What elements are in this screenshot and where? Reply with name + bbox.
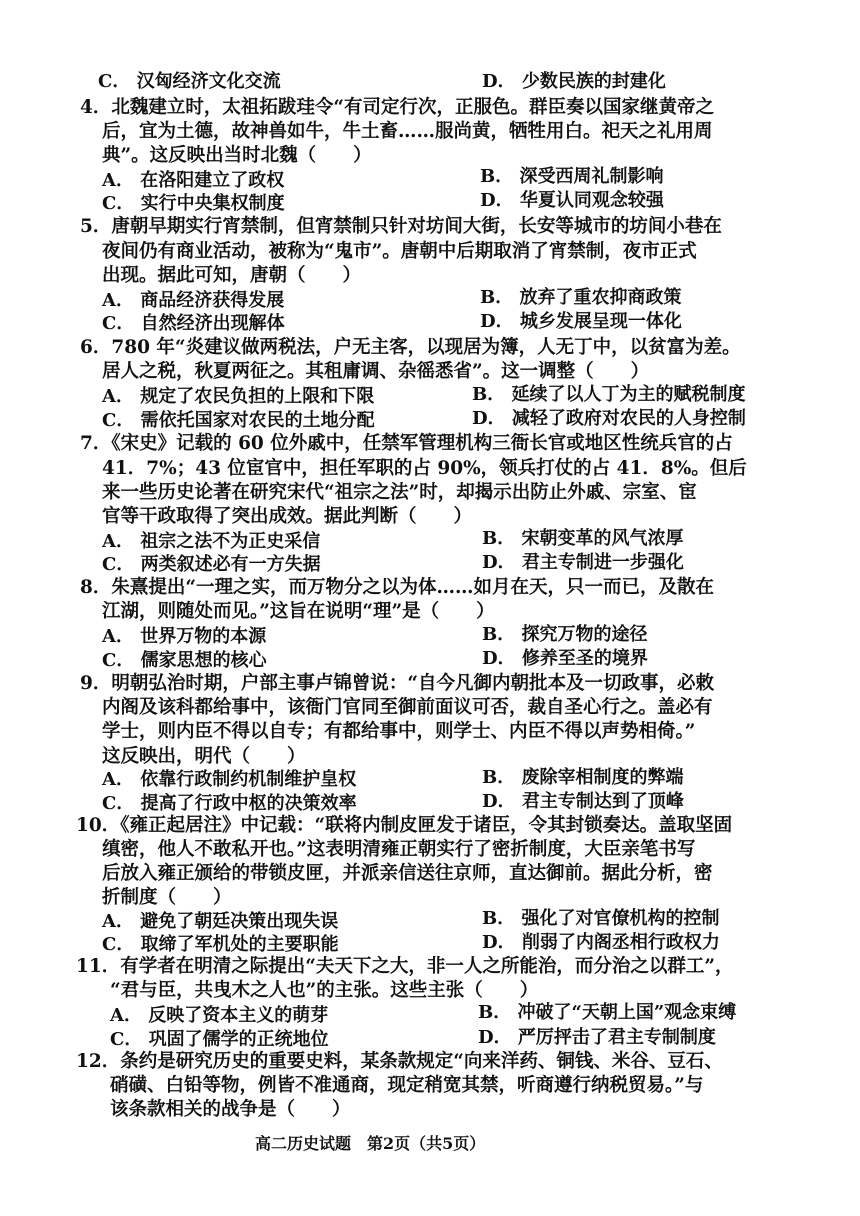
page-footer: 高二历史试题 第2页（共5页） [255, 1134, 486, 1153]
q10-option-c: C． 取缔了军机处的主要职能 [102, 934, 339, 955]
q9-stem-line-3: 学士，则内臣不得以自专；有都给事中，则学士、内臣不得以声势相倚。” [102, 721, 696, 742]
q4-stem-line-2: 后，宜为土德，故神兽如牛，牛土畜……服尚黄，牺牲用白。祀天之礼用周 [102, 121, 713, 142]
q10-option-d: D． 削弱了内阁丞相行政权力 [482, 932, 720, 953]
q6-stem-line-1: 6．780 年“炎建议做两税法，户无主客，以现居为簿，人无丁中，以贫富为差。 [80, 337, 741, 358]
q7-option-b: B． 宋朝变革的风气浓厚 [482, 528, 684, 549]
q9-option-a: A． 依靠行政制约机制维护皇权 [102, 769, 357, 790]
q5-option-a: A． 商品经济获得发展 [102, 290, 285, 311]
q5-option-d: D． 城乡发展呈现一体化 [480, 311, 682, 332]
q4-option-a: A． 在洛阳建立了政权 [102, 170, 285, 191]
q8-stem-line-1: 8．朱熹提出“一理之实，而万物分之以为体……如月在天，只一而已，及散在 [80, 577, 715, 598]
q12-stem-line-1: 12．条约是研究历史的重要史料，某条款规定“向来洋药、铜钱、米谷、豆石、 [76, 1051, 723, 1072]
q4-option-b: B． 深受西周礼制影响 [480, 166, 664, 187]
q11-stem-line-2: “君与臣，共曳木之人也”的主张。这些主张（ ） [110, 980, 539, 1001]
q9-option-c: C． 提高了行政中枢的决策效率 [102, 793, 357, 814]
q10-stem-line-4: 折制度（ ） [102, 887, 232, 908]
q10-stem-line-2: 缜密，他人不敢私开也。”这表明清雍正朝实行了密折制度，大臣亲笔书写 [102, 839, 696, 860]
q6-stem-line-2: 居人之税，秋夏两征之。其租庸调、杂徭悉省”。这一调整（ ） [102, 361, 650, 382]
q11-option-d: D． 严厉抨击了君主专制制度 [478, 1027, 716, 1048]
q5-stem-line-3: 出现。据此可知，唐朝（ ） [102, 265, 362, 286]
q11-option-c: C． 巩固了儒学的正统地位 [110, 1029, 329, 1050]
q7-stem-line-2: 41．7%；43 位宦官中，担任军职的占 90%，领兵打仗的占 41．8%。但后 [102, 458, 747, 479]
q4-option-c: C． 实行中央集权制度 [102, 193, 285, 214]
q7-stem-line-3: 来一些历史论著在研究宋代“祖宗之法”时，却揭示出防止外戚、宗室、宦 [102, 482, 697, 503]
q7-option-a: A． 祖宗之法不为正史采信 [102, 531, 321, 552]
q5-stem-line-2: 夜间仍有商业活动，被称为“鬼市”。唐朝中后期取消了宵禁制，夜市正式 [102, 241, 697, 262]
q12-stem-line-3: 该条款相关的战争是（ ） [110, 1099, 351, 1120]
q11-stem-line-1: 11．有学者在明清之际提出“夫天下之大，非一人之所能治，而分治之以群工”， [76, 956, 734, 977]
q5-stem-line-1: 5．唐朝早期实行宵禁制，但宵禁制只针对坊间大街，长安等城市的坊间小巷在 [80, 216, 722, 237]
q4-stem-line-1: 4．北魏建立时，太祖拓跋珪令“有司定行次，正服色。群臣奏以国家继黄帝之 [80, 97, 715, 118]
q9-stem-line-2: 内阁及该科都给事中，该衙门官同至御前面议可否，裁自圣心行之。盖必有 [102, 697, 713, 718]
q3-option-d: D． 少数民族的封建化 [482, 71, 666, 92]
q5-option-b: B． 放弃了重农抑商政策 [480, 287, 682, 308]
q4-option-d: D． 华夏认同观念较强 [480, 190, 664, 211]
q8-option-c: C． 儒家思想的核心 [102, 650, 267, 671]
q6-option-d: D． 减轻了政府对农民的人身控制 [472, 408, 746, 429]
q8-option-a: A． 世界万物的本源 [102, 626, 267, 647]
q3-option-c: C． 汉匈经济文化交流 [98, 71, 281, 92]
q4-stem-line-3: 典”。这反映出当时北魏（ ） [102, 145, 372, 166]
q11-option-b: B． 冲破了“天朝上国”观念束缚 [478, 1002, 737, 1023]
q5-option-c: C． 自然经济出现解体 [102, 313, 285, 334]
q10-stem-line-1: 10．《雍正起居注》中记载：“联将内制皮匣发于诸臣，令其封锁奏达。盖取坚固 [76, 815, 733, 836]
q8-option-b: B． 探究万物的途径 [482, 624, 648, 645]
q8-option-d: D． 修养至圣的境界 [482, 648, 648, 669]
q6-option-b: B． 延续了以人丁为主的赋税制度 [472, 384, 746, 405]
q7-option-c: C． 两类叙述必有一方失据 [102, 554, 321, 575]
q6-option-a: A． 规定了农民负担的上限和下限 [102, 386, 375, 407]
q10-option-a: A． 避免了朝廷决策出现失误 [102, 911, 339, 932]
q7-stem-line-1: 7．《宋史》记载的 60 位外戚中，任禁军管理机构三衙长官或地区性统兵官的占 [80, 433, 733, 454]
q9-stem-line-1: 9．明朝弘治时期，户部主事卢锦曾说：“自今凡御内朝批本及一切政事，必敕 [80, 673, 715, 694]
q10-stem-line-3: 后放入雍正颁给的带锁皮匣，并派亲信送往京师，直达御前。据此分析，密 [102, 863, 713, 884]
q8-stem-line-2: 江湖，则随处而见。”这旨在说明“理”是（ ） [102, 601, 495, 622]
q11-option-a: A． 反映了资本主义的萌芽 [110, 1005, 329, 1026]
q12-stem-line-2: 硝磺、白铅等物，例皆不准通商，现定稍宽其禁，听商遵行纳税贸易。”与 [110, 1075, 704, 1096]
q10-option-b: B． 强化了对官僚机构的控制 [482, 908, 720, 929]
q7-option-d: D． 君主专制进一步强化 [482, 552, 684, 573]
q9-option-d: D． 君主专制达到了顶峰 [482, 791, 684, 812]
q6-option-c: C． 需依托国家对农民的土地分配 [102, 410, 375, 431]
q7-stem-line-4: 官等干政取得了突出成效。据此判断（ ） [102, 506, 473, 527]
q9-stem-line-4: 这反映出，明代（ ） [102, 746, 306, 767]
q9-option-b: B． 废除宰相制度的弊端 [482, 767, 684, 788]
